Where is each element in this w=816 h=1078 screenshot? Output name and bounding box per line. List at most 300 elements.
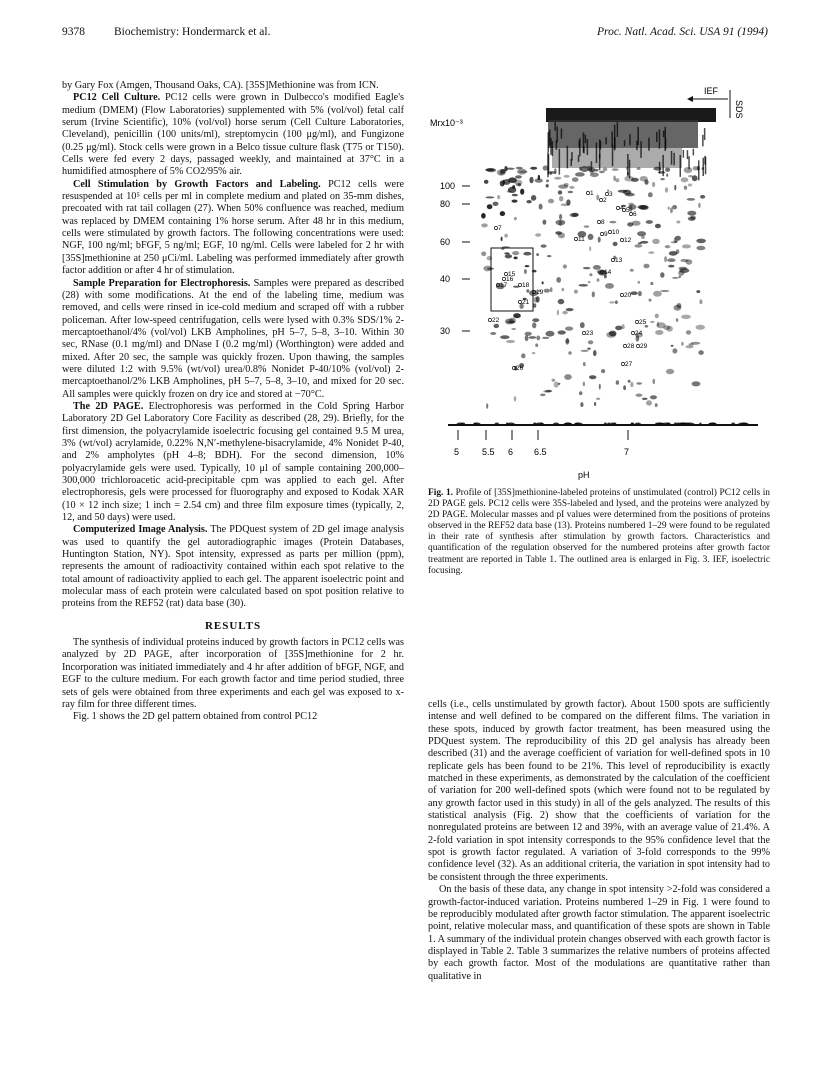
gel-spot xyxy=(529,336,537,339)
gel-streak xyxy=(659,162,661,174)
gel-spot xyxy=(655,330,663,335)
gel-spot xyxy=(638,291,642,296)
gel-spot xyxy=(556,220,566,226)
gel-spot xyxy=(672,205,677,209)
gel-spot xyxy=(500,335,509,339)
gel-spot xyxy=(519,171,528,174)
spot-number: 28 xyxy=(627,343,635,350)
gel-spot xyxy=(559,196,563,201)
gel-spot xyxy=(565,327,573,331)
gel-spot xyxy=(700,195,705,199)
gel-spot xyxy=(599,384,601,390)
gel-spot xyxy=(636,394,643,397)
gel-spot xyxy=(628,380,631,383)
gel-spot xyxy=(669,251,678,256)
gel-streak xyxy=(567,146,569,168)
gel-spot xyxy=(692,381,701,386)
gel-spot xyxy=(512,200,518,203)
gel-spot xyxy=(601,369,605,373)
gel-spot xyxy=(655,224,661,229)
gel-spot xyxy=(512,185,515,189)
spot-number: 17 xyxy=(500,282,508,289)
right-paragraph-1: cells (i.e., cells unstimulated by growth factor). About 1500 spots are sufficiently intense and well defined to be compared on the different films. The variation in these spots, induced by growth factor treatment, has been measured using the PDQuest system. The reproducibility of this 2D gel analysis has already been described (31) and the average coefficient of variation for well-defined spots in 10 replicate gels has been found to be 21%. This level of reproducibility is exactly matched in these experiments, as demonstrated by the calculation of the coefficient of variation for 200 well-defined spots (which were found not to be regulated by any growth factor used in this study) in all of the gels analyzed. The results of this statistical analysis (Fig. 2) show that the coefficients of variation for the nonregulated proteins are between 12 and 39%, with an average value of 21.4%. A 2-fold variation in spot intensity corresponds to the 95% confidence level that the spot is growth factor regulated. A variation of 3-fold corresponds to the 99% confidence level (32). As an additional criteria, the variation in spot intensity had to be consistent through the three experiments. xyxy=(428,699,770,883)
gel-spot xyxy=(655,314,659,319)
spot-number: 18 xyxy=(522,282,530,289)
gel-spot xyxy=(546,331,555,337)
page-header xyxy=(62,26,768,42)
gel-streak xyxy=(547,152,549,177)
gel-spot xyxy=(598,237,601,243)
mass-axis-label: Mrx10⁻³ xyxy=(430,118,463,128)
gel-streak xyxy=(680,155,682,177)
gel-streak xyxy=(704,156,706,165)
gel-spot xyxy=(646,400,652,405)
gel-spot xyxy=(676,318,678,322)
gel-spot xyxy=(521,353,525,358)
gel-spot xyxy=(503,179,511,185)
journal-authors: Biochemistry: Hondermarck et al. xyxy=(114,26,271,38)
gel-spot xyxy=(618,190,628,193)
gel-streak xyxy=(662,155,664,176)
gel-spot xyxy=(686,345,694,348)
gel-spot xyxy=(532,352,535,354)
gel-streak xyxy=(552,141,554,156)
gel-spot xyxy=(547,255,551,257)
gel-spot xyxy=(558,190,563,194)
gel-spot xyxy=(497,169,506,175)
gel-streak xyxy=(687,150,689,159)
gel-spot xyxy=(696,325,705,330)
gel-spot xyxy=(652,182,655,187)
gel-spot xyxy=(699,299,702,304)
gel-spot xyxy=(666,173,668,176)
spot-number: 23 xyxy=(586,330,594,337)
spot-number: 27 xyxy=(625,361,633,368)
gel-image xyxy=(428,78,768,488)
gel-streak xyxy=(693,149,695,156)
mass-tick-label: 30 xyxy=(440,326,451,336)
gel-streak xyxy=(627,154,629,175)
gel-spot xyxy=(592,291,595,297)
gel-spot xyxy=(536,253,539,256)
gel-spot xyxy=(597,278,600,282)
gel-spot xyxy=(494,324,500,328)
right-paragraph-2: On the basis of these data, any change in spot intensity >2-fold was considered a growth-factor-induced variation. Proteins numbered 1–29 in Fig. 1 were found to be reproducibly modulated after growth factor stimulation. The apparent isoelectric point, relative molecular mass, and quantification of these spots are shown in Table 1. A summary of the individual protein changes observed with each growth factor is displayed in Table 2. Table 3 summarizes the relative numbers of proteins affected by each growth factor. Most of the modulations are quantitative rather than qualitative in xyxy=(428,884,770,982)
spot-number: 29 xyxy=(640,343,648,350)
gel-spot xyxy=(526,289,529,292)
gel-spot xyxy=(660,290,669,292)
spot-number: 24 xyxy=(635,330,643,337)
spot-number: 8 xyxy=(601,219,605,226)
gel-spot xyxy=(650,321,654,323)
gel-spot xyxy=(546,184,549,187)
gel-spot xyxy=(540,394,546,397)
gel-spot xyxy=(655,403,658,407)
journal-citation: Proc. Natl. Acad. Sci. USA 91 (1994) xyxy=(597,26,768,38)
section-body: PC12 cells were resuspended at 10⁵ cells per ml in complete medium and plated on 35-mm dishes, precoated with rat tail collagen (27). When 50% confluence was reached, medium was replaced by DMEM containing 1% horse serum. After 48 hr in this medium, cells were stimulated by growth factors. The following concentrations were used: NGF, 100 ng/ml; bFGF, 5 ng/ml; EGF, 10 ng/ml. Cells were labeled for 2 hr with [35S]methionine at 250 μCi/ml. Labeling was performed immediately after growth factor addition or after 4 hr of stimulation. xyxy=(62,178,404,277)
gel-spot xyxy=(687,211,696,216)
spot-number: 14 xyxy=(604,269,612,276)
gel-spot xyxy=(658,171,666,174)
gel-streak xyxy=(656,132,658,142)
gel-spot xyxy=(481,223,488,227)
gel-spot xyxy=(665,245,671,248)
gel-streak xyxy=(599,154,601,170)
page-number: 9378 xyxy=(62,26,85,38)
spot-number: 13 xyxy=(615,257,623,264)
gel-streak xyxy=(673,153,675,166)
gel-streak xyxy=(648,138,650,151)
gel-spot xyxy=(481,252,486,257)
gel-spot xyxy=(565,339,569,345)
spot-number-labels xyxy=(488,190,647,372)
right-column xyxy=(428,699,770,983)
gel-spot xyxy=(580,402,583,407)
gel-spot xyxy=(514,217,517,220)
ph-tick-label: 5.5 xyxy=(482,447,495,457)
gel-spot xyxy=(504,234,508,238)
gel-spot xyxy=(535,178,543,182)
gel-spot xyxy=(681,315,691,319)
ief-arrowhead xyxy=(687,96,693,102)
spot-number: 6 xyxy=(633,211,637,218)
gel-spot xyxy=(623,385,626,390)
gel-spot xyxy=(609,331,617,337)
gel-spot xyxy=(637,167,641,170)
gel-spot xyxy=(535,233,541,236)
gel-spot xyxy=(615,178,619,182)
caption-text: Profile of [35S]methionine-labeled proteins of unstimulated (control) PC12 cells in 2D PAGE gels. PC12 cells were 35S-labeled and lysed, and the proteins were analyzed by 2D PAGE. Molecular masses and pI values were determined from the positions of proteins observed in the REF52 data base (13). Proteins numbered 1–29 were found to be regulated in their rate of synthesis after stimulation by growth factors. Characteristics and quantification of the regulation observed for the numbered proteins after growth factor treatment are reported in Table 1. The outlined area is enlarged in Fig. 3. IEF, isoelectric focusing. xyxy=(428,488,770,576)
gel-spot xyxy=(542,281,544,284)
gel-spot xyxy=(666,369,674,374)
spot-number: 12 xyxy=(624,237,632,244)
gel-spot xyxy=(589,375,596,379)
gel-spot xyxy=(552,379,556,382)
gel-spot xyxy=(681,177,689,182)
spot-number: 7 xyxy=(498,225,502,232)
gel-spot xyxy=(579,284,589,287)
gel-streak xyxy=(559,149,561,175)
gel-streak xyxy=(583,146,585,153)
mass-tick-label: 100 xyxy=(440,181,456,191)
gel-spot xyxy=(581,350,589,352)
gel-spot xyxy=(609,301,615,303)
gel-spot xyxy=(504,252,509,254)
gel-spot xyxy=(531,195,536,201)
gel-spot xyxy=(642,398,648,400)
gel-spot xyxy=(543,390,551,392)
gel-spot xyxy=(562,311,567,315)
gel-spot xyxy=(524,269,527,274)
gel-streak xyxy=(587,139,589,155)
gel-spot xyxy=(596,398,600,400)
gel-spot xyxy=(630,291,637,295)
gel-spot xyxy=(516,183,521,186)
gel-streak xyxy=(611,132,613,147)
gel-spot xyxy=(572,177,579,182)
gel-spot xyxy=(526,200,531,203)
gel-spot xyxy=(557,310,559,316)
gel-streak xyxy=(605,137,607,144)
gel-spot xyxy=(486,403,488,409)
spot-number: 26 xyxy=(516,365,524,372)
gel-spot xyxy=(665,187,668,192)
gel-spot xyxy=(579,391,583,395)
gel-spot xyxy=(564,175,570,178)
gel-spot xyxy=(587,166,590,172)
gel-streak xyxy=(702,135,704,147)
gel-spot xyxy=(691,342,700,345)
gel-spot xyxy=(660,178,664,180)
gel-streak xyxy=(612,145,614,166)
gel-spot xyxy=(532,318,539,322)
gel-spot xyxy=(684,167,693,173)
gel-spot xyxy=(681,342,684,346)
gel-spot xyxy=(532,322,536,328)
gel-spot xyxy=(525,332,532,336)
gel-spot xyxy=(692,175,698,181)
gel-streak xyxy=(629,134,631,145)
section-heading: Cell Stimulation by Growth Factors and Labeling. xyxy=(73,178,321,190)
gel-spot xyxy=(562,288,565,292)
results-paragraph-2: Fig. 1 shows the 2D gel pattern obtained from control PC12 xyxy=(73,711,318,723)
gel-spot xyxy=(664,256,667,262)
gel-spot xyxy=(588,234,594,240)
gel-spot xyxy=(696,246,705,251)
gel-spot xyxy=(596,195,599,201)
spot-number: 3 xyxy=(609,191,613,198)
gel-spot xyxy=(646,220,653,224)
gel-spot xyxy=(497,195,500,199)
section-body: PC12 cells were grown in Dulbecco's modified Eagle's medium (DMEM) (Flow Laboratories) supplemented with 5% (vol/vol) fetal calf serum (Irvine Scientific), 10% (vol/vol) horse serum (Cell Culture Laboratories, Cleveland), penicillin (100 units/ml), streptomycin (100 μg/ml), and Fungizone (0.25 μg/ml). Stock cells were grown in a Belco tissue culture flask (T75 or T150). Cells were fed every 2 days, passaged weekly, and maintained at 37°C in a humidified atmosphere of 5% CO2/95% air. xyxy=(62,92,405,178)
ph-tick-label: 6.5 xyxy=(534,447,547,457)
spot-number: 5 xyxy=(626,207,630,214)
gel-spot xyxy=(657,322,659,327)
gel-spot xyxy=(535,343,538,347)
gel-spot xyxy=(674,305,682,311)
gel-spot xyxy=(638,281,641,284)
mass-tick-label: 80 xyxy=(440,199,451,209)
gel-spot xyxy=(627,222,633,226)
gel-spot xyxy=(684,186,687,190)
gel-spot xyxy=(589,246,591,251)
gel-spot xyxy=(549,171,557,174)
gel-streak xyxy=(617,122,619,137)
gel-spot xyxy=(679,267,688,270)
section-body: Electrophoresis was performed in the Cold Spring Harbor Laboratory 2D Gel Laboratory Core Facility as described (28, 29). Briefly, for the first dimension, the polyacrylamide isoelectric focusing gel contained 9.5 M urea, 3% (wt/vol) acrylamide, 0.22% N,N′-methylene-bisacrylamide, 4% Nonidet P-40, and 2% ampholytes (pH 4–8; BDH). For the second dimension, 10% polyacrylamide gels were used. Typically, 10 μl of sample containing 200,000–300,000 trichloroacetic acid-precipitable cpm was applied to each gel. After electrophoresis, gels were processed for fluorography and exposed to Kodak XAR (10 × 12 inch size; 1 inch = 2.54 cm) and three film exposure times (typically, 2, 12, and 50 days) were used. xyxy=(62,400,404,524)
gel-spot xyxy=(648,251,654,253)
gel-spot xyxy=(625,193,635,197)
gel-spot xyxy=(564,374,572,380)
gel-streak xyxy=(548,132,550,152)
gel-spot xyxy=(636,382,642,384)
spot-number: 19 xyxy=(536,289,544,296)
gel-spot xyxy=(523,252,531,256)
spot-number: 4 xyxy=(620,205,624,212)
gel-streak xyxy=(704,128,706,140)
gel-spot xyxy=(558,330,566,334)
gel-spot xyxy=(696,290,700,293)
gel-streak xyxy=(663,131,665,138)
gel-spot xyxy=(649,299,652,302)
gel-spot xyxy=(693,166,698,170)
ph-tick-label: 7 xyxy=(624,447,630,457)
gel-spot xyxy=(584,225,589,228)
ph-tick-label: 6 xyxy=(508,447,514,457)
gel-streak xyxy=(561,129,563,139)
sample-prep-section xyxy=(62,278,404,401)
sds-label: SDS xyxy=(734,100,744,119)
gel-spot xyxy=(640,176,648,181)
spot-number: 1 xyxy=(590,190,594,197)
ph-axis xyxy=(454,430,629,457)
gel-spot xyxy=(613,176,616,182)
gel-streak xyxy=(698,160,700,180)
gel-streak xyxy=(554,122,556,131)
gel-spot xyxy=(513,313,521,318)
left-column xyxy=(62,80,404,724)
gel-spot xyxy=(687,198,695,201)
ph-axis-label: pH xyxy=(578,470,590,480)
section-heading: Computerized Image Analysis. xyxy=(73,524,208,536)
gel-streak xyxy=(636,141,638,151)
gel-spot xyxy=(544,289,550,293)
gel-spot xyxy=(529,177,533,183)
gel-streak xyxy=(571,152,573,161)
gel-spot xyxy=(653,291,662,297)
gel-spot xyxy=(665,168,670,172)
gel-spot xyxy=(672,348,677,353)
gel-spot xyxy=(520,189,524,195)
gel-spot xyxy=(490,332,496,335)
gel-spot xyxy=(588,281,591,283)
gel-spot xyxy=(487,204,493,209)
gel-streak xyxy=(596,143,598,163)
gel-spot xyxy=(630,382,633,387)
gel-spot xyxy=(555,231,562,234)
caption-label: Fig. 1. xyxy=(428,488,453,498)
gel-spot xyxy=(652,239,660,244)
gel-spot xyxy=(525,335,529,341)
gel-streak xyxy=(665,138,667,149)
gel-spot xyxy=(630,269,634,272)
spot-number: 16 xyxy=(506,276,514,283)
gel-spot xyxy=(671,345,674,347)
intro-paragraph: by Gary Fox (Amgen, Thousand Oaks, CA). [35S]Methionine was from ICN. xyxy=(62,80,379,91)
gel-spot xyxy=(525,265,530,267)
gel-spot xyxy=(605,283,614,289)
gel-spot xyxy=(500,211,505,216)
gel-streak xyxy=(614,125,616,151)
ief-label: IEF xyxy=(704,86,719,96)
gel-spot xyxy=(575,172,585,176)
gel-spot xyxy=(501,237,503,242)
mass-tick-label: 60 xyxy=(440,237,451,247)
gel-spot xyxy=(612,168,619,171)
2d-page-section xyxy=(62,401,404,524)
gel-spot xyxy=(566,308,574,311)
gel-spot xyxy=(696,239,706,244)
gel-streak xyxy=(591,161,593,170)
gel-spot xyxy=(668,265,674,268)
gel-spot xyxy=(599,171,605,174)
gel-spot xyxy=(660,272,664,278)
gel-streak xyxy=(556,127,558,143)
gel-spot xyxy=(653,379,656,385)
gel-spot xyxy=(615,326,622,331)
gel-spot xyxy=(628,203,634,206)
gel-streak xyxy=(579,138,581,156)
gel-spot xyxy=(568,351,571,355)
gel-spot xyxy=(609,221,616,223)
spot-number: 25 xyxy=(639,319,647,326)
gel-spot xyxy=(512,251,519,255)
gel-spot xyxy=(678,275,681,278)
gel-spot xyxy=(481,213,486,219)
gel-spot xyxy=(589,273,592,276)
image-analysis-section xyxy=(62,524,404,610)
gel-spot xyxy=(686,330,691,334)
gel-spot xyxy=(574,290,578,294)
gel-streak xyxy=(659,130,661,149)
gel-spot xyxy=(541,244,547,247)
gel-spot xyxy=(579,167,581,171)
gel-spot xyxy=(485,196,494,198)
gel-spot xyxy=(542,337,549,339)
gel-spot xyxy=(530,167,537,170)
spot-number: 20 xyxy=(624,292,632,299)
gel-spot xyxy=(688,217,696,221)
gel-spot xyxy=(554,177,561,180)
gel-spot xyxy=(561,203,571,206)
gel-spot xyxy=(484,180,489,184)
gel-spot xyxy=(534,297,539,303)
gel-spot xyxy=(682,244,691,248)
spot-number: 10 xyxy=(612,229,620,236)
gel-spot xyxy=(667,258,675,262)
gel-streak xyxy=(578,155,580,162)
gel-spot xyxy=(506,340,515,343)
gel-streak xyxy=(550,138,552,155)
gel-spot xyxy=(634,244,642,247)
figure-caption xyxy=(428,488,770,577)
gel-spot xyxy=(569,186,574,189)
gel-spot xyxy=(505,254,512,258)
results-heading: RESULTS xyxy=(204,619,262,632)
gel-spot xyxy=(583,267,590,269)
mass-tick-label: 40 xyxy=(440,274,451,284)
gel-spot xyxy=(637,231,646,236)
gel-spot xyxy=(640,241,648,244)
section-heading: The 2D PAGE. xyxy=(73,400,144,412)
gel-spot xyxy=(568,191,573,193)
gel-spot xyxy=(650,395,657,399)
gel-spot xyxy=(588,340,593,344)
spot-number: 15 xyxy=(508,271,516,278)
gel-spot xyxy=(514,257,518,260)
gel-spot xyxy=(558,299,565,304)
gel-streak xyxy=(688,156,690,169)
gel-spot xyxy=(643,264,649,269)
gel-streak xyxy=(585,135,587,144)
spot-number: 21 xyxy=(522,299,530,306)
gel-spot xyxy=(668,207,670,210)
gel-spot xyxy=(536,336,540,341)
gel-spot xyxy=(594,402,596,406)
figure-1-gel xyxy=(428,78,768,488)
gel-spot xyxy=(670,207,673,213)
gel-spot xyxy=(698,350,703,355)
